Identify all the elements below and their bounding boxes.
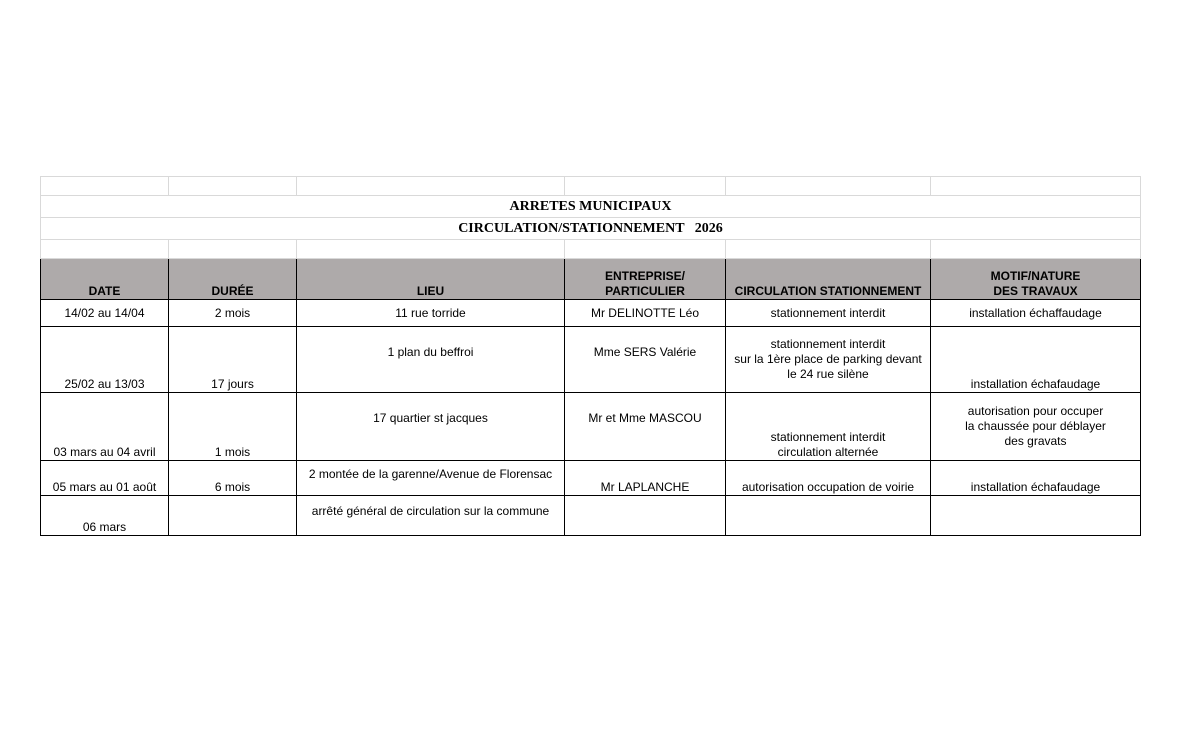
cell-circulation: stationnement interdit: [726, 300, 931, 327]
cell-motif: installation échaffaudage: [931, 300, 1141, 327]
municipal-orders-table: [40, 176, 1141, 536]
cell-lieu: 17 quartier st jacques: [297, 393, 565, 461]
header-row: [41, 259, 1141, 300]
table-row: [41, 300, 1141, 327]
cell-entreprise: Mr et Mme MASCOU: [565, 393, 726, 461]
document-subtitle: [41, 218, 1141, 240]
cell-entreprise: Mr LAPLANCHE: [565, 461, 726, 496]
cell-date: 25/02 au 13/03: [41, 327, 169, 393]
cell-motif: installation échafaudage: [931, 327, 1141, 393]
header-date: DATE: [41, 259, 169, 300]
header-circulation: CIRCULATION STATIONNEMENT: [726, 259, 931, 300]
cell-date: 06 mars: [41, 496, 169, 536]
blank-cell: [726, 240, 931, 259]
cell-duree: 1 mois: [169, 393, 297, 461]
cell-entreprise: Mr DELINOTTE Léo: [565, 300, 726, 327]
blank-row-spacer: [41, 240, 1141, 259]
table-row: [41, 393, 1141, 461]
blank-cell: [726, 177, 931, 196]
cell-duree: 17 jours: [169, 327, 297, 393]
blank-cell: [297, 240, 565, 259]
cell-circulation: stationnement interdit sur la 1ère place de parking devant le 24 rue silène: [726, 327, 931, 393]
cell-lieu: 1 plan du beffroi: [297, 327, 565, 393]
cell-motif: autorisation pour occuper la chaussée pour déblayer des gravats: [931, 393, 1141, 461]
cell-date: 05 mars au 01 août: [41, 461, 169, 496]
blank-cell: [565, 177, 726, 196]
header-duree: DURÉE: [169, 259, 297, 300]
blank-cell: [169, 177, 297, 196]
cell-entreprise: Mme SERS Valérie: [565, 327, 726, 393]
blank-cell: [297, 177, 565, 196]
blank-cell: [169, 240, 297, 259]
header-lieu: LIEU: [297, 259, 565, 300]
blank-row-top: [41, 177, 1141, 196]
cell-motif: [931, 496, 1141, 536]
cell-duree: [169, 496, 297, 536]
blank-cell: [565, 240, 726, 259]
table-row: [41, 327, 1141, 393]
blank-cell: [41, 177, 169, 196]
title-row: [41, 196, 1141, 218]
table-row: [41, 461, 1141, 496]
blank-cell: [41, 240, 169, 259]
cell-entreprise: [565, 496, 726, 536]
header-motif: MOTIF/NATURE DES TRAVAUX: [931, 259, 1141, 300]
cell-circulation: stationnement interdit circulation alternée: [726, 393, 931, 461]
document-subtitle-text: CIRCULATION/STATIONNEMENT 2026: [458, 220, 723, 236]
header-entreprise: ENTREPRISE/ PARTICULIER: [565, 259, 726, 300]
cell-duree: 2 mois: [169, 300, 297, 327]
blank-cell: [931, 177, 1141, 196]
document-title: ARRETES MUNICIPAUX: [41, 196, 1141, 218]
cell-lieu: 11 rue torride: [297, 300, 565, 327]
cell-circulation: [726, 496, 931, 536]
subtitle-row: [41, 218, 1141, 240]
cell-date: 14/02 au 14/04: [41, 300, 169, 327]
cell-motif: installation échafaudage: [931, 461, 1141, 496]
cell-lieu: 2 montée de la garenne/Avenue de Florensac: [297, 461, 565, 496]
cell-circulation: autorisation occupation de voirie: [726, 461, 931, 496]
table-row: [41, 496, 1141, 536]
blank-cell: [931, 240, 1141, 259]
cell-duree: 6 mois: [169, 461, 297, 496]
cell-date: 03 mars au 04 avril: [41, 393, 169, 461]
cell-lieu: arrêté général de circulation sur la commune: [297, 496, 565, 536]
